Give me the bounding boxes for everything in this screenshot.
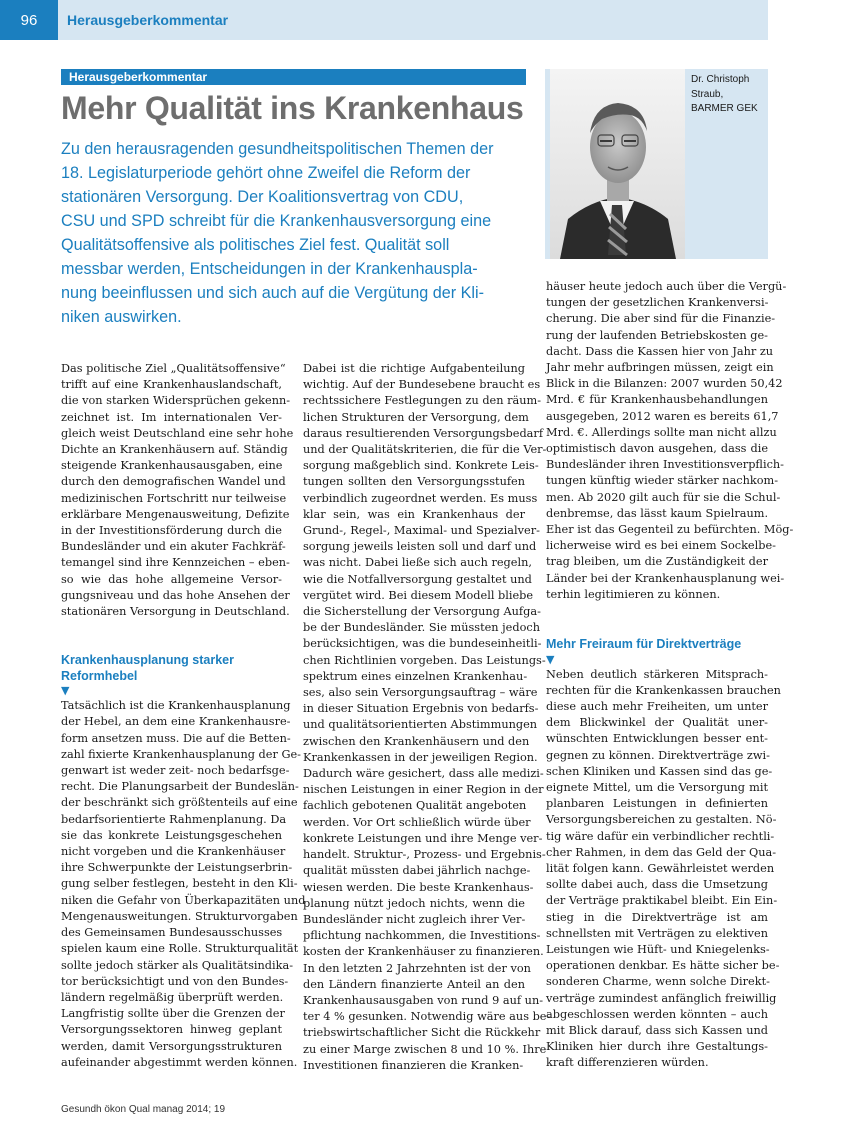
triangle-marker-icon: ▼ (61, 684, 70, 698)
body-text-line: trifft auf eine Krankenhauslandschaft, (61, 378, 282, 392)
body-text-line: verbindlich zugeordnet werden. Es muss (303, 491, 538, 505)
body-text-line: schnellsten mit Verträgen zu elektiven (546, 926, 768, 940)
body-text-line: mit Blick darauf, dass sich Kassen und (546, 1024, 768, 1038)
body-text-line: die von starken Widersprüchen gekenn- (61, 394, 291, 408)
body-text-line: ihre Schwerpunkte der Leistungserbrin- (61, 861, 293, 875)
body-text-line: werden, damit Versorgungsstrukturen (61, 1039, 282, 1053)
body-text-line: triebswirtschaftlicher Sicht die Rückkehr (303, 1026, 541, 1040)
body-text-line: und der Qualitätskriterien, die für die Ver- (303, 443, 547, 457)
body-text-line: gleich weist Deutschland eine sehr hohe (61, 426, 294, 440)
body-text-line: klar sein, was ein Krankenhaus der (303, 507, 525, 521)
body-text-line: men. Ab 2020 gilt auch für sie die Schul- (546, 490, 781, 504)
body-text-line: des Gemeinsamen Bundesausschusses (61, 926, 283, 940)
journal-citation: Gesundh ökon Qual manag 2014; 19 (61, 1104, 226, 1115)
body-text-line: Länder bei der Krankenhausplanung wei- (546, 571, 785, 585)
lead-line: messbar werden, Entscheidungen in der Krankenhauspla- (61, 260, 478, 278)
page-number: 96 (0, 0, 58, 40)
body-text-line: sonderen Charme, wenn solche Direkt- (546, 975, 770, 989)
body-text-line: kraft differenzieren würden. (546, 1056, 709, 1070)
section-subheading (546, 637, 768, 653)
body-text-line: abgeschlossen werden könnten – auch (546, 1007, 768, 1021)
body-text-line: ländern regelmäßig überprüft werden. (61, 990, 284, 1004)
body-text-line: form ansetzen muss. Die auf die Betten- (61, 731, 291, 745)
body-text-line: Dichte an Krankenhäusern auf. Ständig (61, 443, 288, 457)
body-text-line: niken die Gefahr von Überkapazitäten und (61, 893, 306, 907)
body-text-line: recht. Die Planungsarbeit der Bundeslän- (61, 780, 299, 794)
body-text-line: Das politische Ziel „Qualitätsoffensive“ (61, 362, 286, 375)
body-text-line: Versorgungssektoren hinweg geplant (61, 1023, 282, 1037)
body-text-line: spielen kaum eine Rolle. Strukturqualität (61, 942, 299, 956)
body-text-line: denbremse, das lässt kaum Spielraum. (546, 506, 769, 520)
body-text-line: zahl fixierte Krankenhausplanung der Ge- (61, 747, 301, 761)
body-text-line: Mengenausweitungen. Strukturvorgaben (61, 909, 298, 923)
body-text-line: planbaren Leistungen in definierten (546, 797, 768, 811)
body-text-line: wichtig. Auf der Bundesebene braucht es (303, 378, 541, 392)
body-text-line: Eher ist das Gegenteil zu befürchten. Mög- (546, 523, 794, 537)
body-text-line: schen Kliniken und Kassen sind das ge- (546, 764, 773, 778)
body-text-line: ses, also sein Versorgungsauftrag – wäre (303, 686, 538, 700)
body-text-line: gegnen zu können. Direktverträge zwi- (546, 748, 770, 762)
body-text-line: Blick in die Bilanzen: 2007 wurden 50,42 (546, 377, 783, 391)
body-text-line: be der Bundesländer. Sie müssten jedoch (303, 621, 540, 635)
body-text-line: diese auch mehr Freiheiten, um unter (546, 699, 768, 713)
body-text-line: häuser heute jedoch auch über die Vergü- (546, 280, 787, 293)
lead-line: nung beeinflussen und sich auch auf die Vergütung der Kli- (61, 284, 484, 302)
body-text-line: licherweise wird es bei einem Sockelbe- (546, 539, 776, 553)
lead-line: Zu den herausragenden gesundheitspolitischen Themen der (61, 140, 494, 158)
body-text-line: was nicht. Dabei ließe sich auch regeln, (303, 556, 532, 570)
body-text-line: wie die Notfallversorgung gestaltet und (303, 572, 532, 586)
body-text-line: cher Rahmen, in dem das Geld der Qua- (546, 845, 777, 859)
lead-line: Qualitätsoffensive als politisches Ziel fest. Qualität soll (61, 236, 450, 254)
body-text-line: cherung. Die aber sind für die Finanzie- (546, 312, 776, 326)
section-subheading-line: Reformhebel (61, 668, 138, 683)
body-text-line: ter 4 % gesunken. Notwendig wäre aus be- (303, 1010, 551, 1024)
body-text-line: Langfristig sollte über die Grenzen der (61, 1007, 285, 1021)
body-text-line: Krankenkassen in der jeweiligen Region. (303, 750, 538, 764)
body-text-line: genwart ist weder zeit- noch bedarfsge- (61, 764, 290, 778)
body-text-line: in der Investitionsförderung durch die (61, 524, 282, 538)
body-text-line: Bundesländer ihren Investitionsverpflich- (546, 458, 784, 472)
body-text-line: chen Richtlinien vorgeben. Das Leistungs- (303, 653, 546, 667)
body-text-line: eignete Mittel, um die Versorgung mit (546, 780, 768, 794)
body-text-line: lität folgen kann. Gewährleistet werden (546, 862, 775, 875)
body-text-line: Mrd. € für Krankenhausbehandlungen (546, 393, 768, 407)
lead-line: niken auswirken. (61, 308, 182, 326)
body-text-line: dacht. Dass die Kassen hier von Jahr zu (546, 344, 774, 358)
section-subheading (61, 653, 282, 684)
body-text-line: zwischen den Krankenhäusern und den (303, 734, 530, 748)
body-text-line: Dabei ist die richtige Aufgabenteilung (303, 362, 525, 375)
body-text-line: die Sicherstellung der Versorgung Aufga- (303, 605, 541, 619)
body-text-line: nischen Leistungen in einer Region in der (303, 783, 544, 797)
running-header-title: Herausgeberkommentar (67, 12, 229, 28)
body-text-line: sie das konkrete Leistungsgeschehen (61, 828, 282, 842)
body-text-line: sorgung jeweils leisten soll und darf und (303, 540, 537, 554)
lead-line: CSU und SPD schreibt für die Krankenhausversorgung eine (61, 212, 492, 230)
body-text-line: spektrum eines einzelnen Krankenhau- (303, 669, 528, 683)
body-text-line: rechten für die Krankenkassen brauchen (546, 683, 781, 697)
body-text-line: medizinischen Fortschritt nur teilweise (61, 491, 287, 505)
body-text-line: terhin legitimieren zu können. (546, 587, 721, 601)
body-text-line: der Verträge praktikabel bleibt. Ein Ein- (546, 894, 778, 908)
body-text-line: gung selber festlegen, besteht in den Kli- (61, 877, 298, 891)
body-text-line: ausgegeben, 2012 waren es bereits 61,7 (546, 409, 779, 423)
body-text-line: tungen sollten den Versorgungsstufen (303, 475, 525, 489)
article-title: Mehr Qualität ins Krankenhaus (61, 90, 524, 126)
body-text-line: qualität müssten dabei jährlich nachge- (303, 864, 531, 878)
body-text-line: stationären Versorgung in Deutschland. (61, 605, 290, 619)
body-text-line: konkrete Leistungen und ihre Menge ver- (303, 831, 543, 845)
body-text-line: der Hebel, an dem eine Krankenhausre- (61, 715, 291, 729)
body-text-line: operationen denkbar. Es hätte sicher be- (546, 959, 780, 973)
body-text-line: aufeinander abgestimmt werden können. (61, 1055, 298, 1069)
article-column-1 (61, 361, 306, 1071)
body-text-line: Versorgungsbereichen zu gestalten. Nö- (546, 813, 777, 827)
lead-line: 18. Legislaturperiode gehört ohne Zweifel die Reform der (61, 164, 471, 182)
body-text-line: den Ländern finanzierte Anteil an den (303, 977, 525, 991)
body-text-line: stieg in die Direktverträge ist am (546, 910, 768, 924)
body-text-line: handelt. Struktur-, Prozess- und Ergebnis- (303, 848, 546, 862)
article-section-label: Herausgeberkommentar (61, 69, 526, 85)
body-text-line: Leistungen wie Hüft- und Kniegelenks- (546, 943, 770, 957)
section-subheading-line: Mehr Freiraum für Direktverträge (546, 637, 742, 652)
body-text-line: tungen der gesetzlichen Krankenversi- (546, 296, 769, 310)
article-column-2 (303, 361, 551, 1074)
body-text-line: und qualitätsorientierten Abstimmungen (303, 718, 538, 732)
body-text-line: In den letzten 2 Jahrzehnten ist der von (303, 961, 531, 975)
body-text-line: Mrd. €. Allerdings sollte man nicht allzu (546, 425, 777, 439)
body-text-line: tor berücksichtigt und von den Bundes- (61, 974, 289, 988)
body-text-line: sorgung maßgeblich sind. Konkrete Leis- (303, 459, 539, 473)
body-text-line: vergütet wird. Bei diesem Modell bliebe (303, 588, 534, 602)
body-text-line: verträge zumindest anfänglich freiwillig (546, 991, 777, 1005)
body-text-line: sollte jedoch stärker als Qualitätsindika- (61, 958, 294, 972)
body-text-line: trag bleiben, um die Zuständigkeit der (546, 555, 768, 569)
body-text-line: werden. Vor Ort schließlich würde über (303, 815, 531, 829)
body-text-line: daraus resultierenden Versorgungsbedarf (303, 426, 544, 440)
body-text-line: der beschränkt sich größtenteils auf eine (61, 796, 298, 810)
section-subheading-line: Krankenhausplanung starker (61, 653, 234, 668)
body-text-line: temangel sind ihre Kennzeichen – eben- (61, 556, 290, 570)
body-text-line: Jahr mehr aufbringen müssen, zeigt ein (546, 361, 774, 375)
body-text-line: kosten der Krankenhäuser zu finanzieren. (303, 945, 544, 959)
body-text-line: optimistisch davon ausgehen, dass die (546, 442, 768, 456)
body-text-line: rechtssichere Festlegungen zu den räum- (303, 394, 542, 408)
body-text-line: wünschten Entwicklungen besser ent- (546, 732, 768, 746)
body-text-line: durch den demografischen Wandel und (61, 475, 286, 489)
body-text-line: Grund-, Regel-, Maximal- und Spezialver- (303, 524, 540, 538)
body-text-line: steigende Krankenhausausgaben, eine (61, 459, 283, 473)
body-text-line: planung nützt jedoch nichts, wenn die (303, 896, 525, 910)
body-text-line: bedarfsorientierte Rahmenplanung. Da (61, 812, 287, 826)
body-text-line: Krankenhausausgaben von rund 9 auf un- (303, 993, 544, 1007)
body-text-line: Bundesländer und ein akuter Fachkräf- (61, 540, 286, 554)
lead-line: stationären Versorgung. Der Koalitionsvertrag von CDU, (61, 188, 464, 206)
author-photo (550, 69, 685, 259)
body-text-line: Bundesländer nicht zugleich ihrer Ver- (303, 912, 526, 926)
body-text-line: in dieser Situation Ergebnis von bedarfs- (303, 702, 539, 716)
body-text-line: tig wäre dafür ein verbindlicher rechtli- (546, 829, 775, 843)
body-text-line: so wie das hohe allgemeine Versor- (61, 572, 282, 586)
body-text-line: Dadurch wäre gesichert, dass alle medizi- (303, 767, 544, 781)
body-text-line: dem Blickwinkel der Qualität uner- (546, 716, 768, 730)
body-text-line: nicht vorgeben und die Krankenhäuser (61, 845, 286, 859)
body-text-line: Neben deutlich stärkeren Mitsprach- (546, 667, 768, 681)
body-text-line: gungsniveau und das hohe Ansehen der (61, 588, 290, 602)
body-text-line: erklärbare Mengenausweitung, Defizite (61, 507, 290, 521)
body-text-line: zu einer Marge zwischen 8 und 10 %. Ihre (303, 1042, 547, 1056)
body-text-line: zeichnet ist. Im internationalen Ver- (61, 410, 282, 424)
body-text-line: Tatsächlich ist die Krankenhausplanung (61, 699, 291, 713)
body-text-line: fachlich gebotenen Qualität angeboten (303, 799, 527, 813)
body-text-line: pflichtung nachkommen, die Investitions- (303, 929, 541, 943)
photo-caption: Dr. Christoph Straub, BARMER GEK (691, 74, 758, 114)
article-lead (61, 137, 531, 329)
body-text-line: lichen Strukturen der Versorgung, dem (303, 410, 529, 424)
body-text-line: sollte dabei auch, dass die Umsetzung (546, 878, 768, 892)
body-text-line: rung der laufenden Betriebskosten ge- (546, 328, 768, 342)
body-text-line: wiesen werden. Die beste Krankenhaus- (303, 880, 534, 894)
body-text-line: tungen künftig wieder stärker nachkom- (546, 474, 779, 488)
body-text-line: Kliniken hier durch ihre Gestaltungs- (546, 1040, 768, 1054)
article-column-3 (546, 279, 794, 1072)
body-text-line: Investitionen finanzieren die Kranken- (303, 1058, 524, 1072)
body-text-line: berücksichtigen, was die bundeseinheitli- (303, 637, 542, 651)
triangle-marker-icon: ▼ (546, 652, 555, 666)
